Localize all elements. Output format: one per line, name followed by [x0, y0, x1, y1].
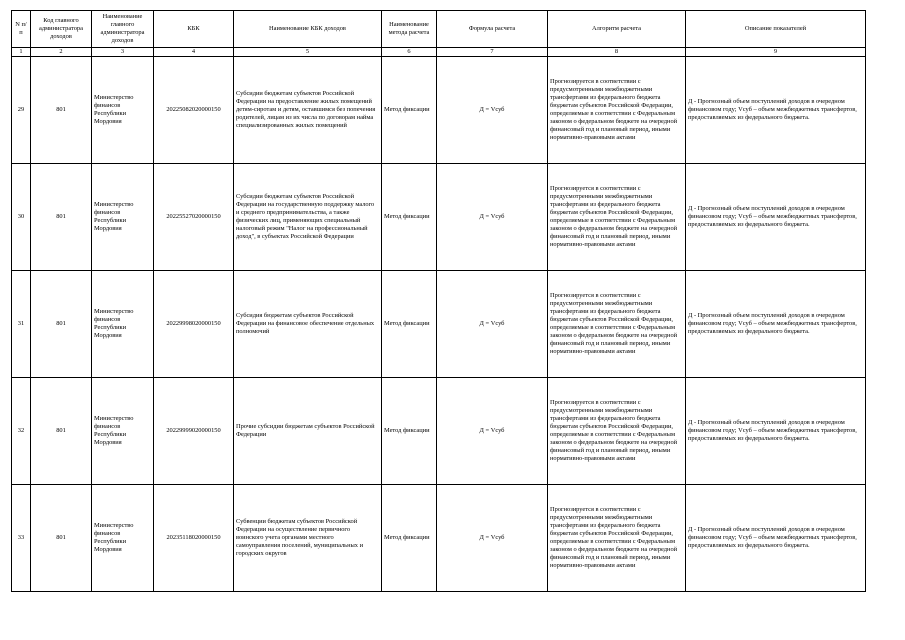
kbk-code: 20229999020000150 [154, 378, 234, 485]
header-algorithm: Алгоритм расчета [548, 11, 686, 48]
indicator-description: Д - Прогнозный объем поступлений доходов в очередном финансовом году; Vсуб – объем межбюджетных трансфертов, предоставляемых из федерального бюджета. [686, 164, 866, 271]
table-row [12, 164, 866, 271]
calc-formula: Д = Vсуб [437, 164, 548, 271]
column-number: 5 [234, 48, 382, 57]
table-row [12, 57, 866, 164]
calc-formula: Д = Vсуб [437, 57, 548, 164]
income-forecast-table-page [11, 10, 866, 592]
kbk-name: Субсидия бюджетам субъектов Российской Федерации на финансовое обеспечение отдельных полномочий [234, 271, 382, 378]
column-number: 4 [154, 48, 234, 57]
row-number: 33 [12, 485, 31, 592]
indicator-description: Д - Прогнозный объем поступлений доходов в очередном финансовом году; Vсуб – объем межбюджетных трансфертов, предоставляемых из федерального бюджета. [686, 271, 866, 378]
indicator-description: Д - Прогнозный объем поступлений доходов в очередном финансовом году; Vсуб – объем межбюджетных трансфертов, предоставляемых из федерального бюджета. [686, 57, 866, 164]
header-admin-code: Код главного администратора доходов [31, 11, 92, 48]
calc-algorithm: Прогнозируется в соответствии с предусмотренными межбюджетными трансфертами из федерального бюджета бюджетам субъектов Российской Федерации, определяемые в соответствии с Федеральным законом о федеральном бюджете на очередной финансовый год и плановый период, иными нормативно-правовыми актами [548, 57, 686, 164]
calc-algorithm: Прогнозируется в соответствии с предусмотренными межбюджетными трансфертами из федерального бюджета бюджетам субъектов Российской Федерации, определяемые в соответствии с Федеральным законом о федеральном бюджете на очередной финансовый год и плановый период, иными нормативно-правовыми актами [548, 271, 686, 378]
calc-algorithm: Прогнозируется в соответствии с предусмотренными межбюджетными трансфертами из федерального бюджета бюджетам субъектов Российской Федерации, определяемые в соответствии с Федеральным законом о федеральном бюджете на очередной финансовый год и плановый период, иными нормативно-правовыми актами [548, 164, 686, 271]
calc-formula: Д = Vсуб [437, 271, 548, 378]
kbk-code: 20225527020000150 [154, 164, 234, 271]
header-formula: Формула расчета [437, 11, 548, 48]
calc-method: Метод фиксации [382, 164, 437, 271]
header-n: N п/п [12, 11, 31, 48]
column-number: 3 [92, 48, 154, 57]
calc-algorithm: Прогнозируется в соответствии с предусмотренными межбюджетными трансфертами из федерального бюджета бюджетам субъектов Российской Федерации, определяемые в соответствии с Федеральным законом о федеральном бюджете на очередной финансовый год и плановый период, иными нормативно-правовыми актами [548, 485, 686, 592]
column-number: 7 [437, 48, 548, 57]
header-description: Описание показателей [686, 11, 866, 48]
kbk-code: 20225082020000150 [154, 57, 234, 164]
indicator-description: Д - Прогнозный объем поступлений доходов в очередном финансовом году; Vсуб – объем межбюджетных трансфертов, предоставляемых из федерального бюджета. [686, 485, 866, 592]
calc-method: Метод фиксации [382, 378, 437, 485]
header-admin-name: Наименование главного администратора доходов [92, 11, 154, 48]
admin-code: 801 [31, 57, 92, 164]
column-number: 6 [382, 48, 437, 57]
calc-method: Метод фиксации [382, 57, 437, 164]
row-number: 30 [12, 164, 31, 271]
column-number: 1 [12, 48, 31, 57]
row-number: 32 [12, 378, 31, 485]
header-row [12, 11, 866, 48]
header-kbk-name: Наименование КБК доходов [234, 11, 382, 48]
admin-name: Министерство финансов Республики Мордовия [92, 378, 154, 485]
admin-code: 801 [31, 164, 92, 271]
admin-name: Министерство финансов Республики Мордовия [92, 164, 154, 271]
row-number: 31 [12, 271, 31, 378]
table-row [12, 485, 866, 592]
calc-formula: Д = Vсуб [437, 378, 548, 485]
kbk-name: Прочие субсидии бюджетам субъектов Российской Федерации [234, 378, 382, 485]
column-number: 2 [31, 48, 92, 57]
calc-formula: Д = Vсуб [437, 485, 548, 592]
calc-method: Метод фиксации [382, 271, 437, 378]
header-kbk: КБК [154, 11, 234, 48]
admin-code: 801 [31, 485, 92, 592]
income-forecast-table [11, 10, 866, 592]
kbk-name: Субсидии бюджетам субъектов Российской Федерации на государственную поддержку малого и среднего предпринимательства, а также физических лиц, применяющих специальный налоговый режим "Налог на профессиональный доход", в субъектах Российской Федерации [234, 164, 382, 271]
indicator-description: Д - Прогнозный объем поступлений доходов в очередном финансовом году; Vсуб – объем межбюджетных трансфертов, предоставляемых из федерального бюджета. [686, 378, 866, 485]
column-number-row [12, 48, 866, 57]
kbk-code: 20235118020000150 [154, 485, 234, 592]
admin-name: Министерство финансов Республики Мордовия [92, 271, 154, 378]
table-row [12, 378, 866, 485]
kbk-name: Субвенции бюджетам субъектов Российской Федерации на осуществление первичного воинского учета органами местного самоуправления поселений, муниципальных и городских округов [234, 485, 382, 592]
admin-name: Министерство финансов Республики Мордовия [92, 485, 154, 592]
calc-method: Метод фиксации [382, 485, 437, 592]
header-method: Наименование метода расчета [382, 11, 437, 48]
column-number: 8 [548, 48, 686, 57]
kbk-name: Субсидии бюджетам субъектов Российской Федерации на предоставление жилых помещений детям-сиротам и детям, оставшимся без попечения родителей, лицам из их числа по договорам найма специализированных жилых помещений [234, 57, 382, 164]
calc-algorithm: Прогнозируется в соответствии с предусмотренными межбюджетными трансфертами из федерального бюджета бюджетам субъектов Российской Федерации, определяемые в соответствии с Федеральным законом о федеральном бюджете на очередной финансовый год и плановый период, иными нормативно-правовыми актами [548, 378, 686, 485]
admin-code: 801 [31, 271, 92, 378]
row-number: 29 [12, 57, 31, 164]
admin-code: 801 [31, 378, 92, 485]
table-row [12, 271, 866, 378]
kbk-code: 20229998020000150 [154, 271, 234, 378]
column-number: 9 [686, 48, 866, 57]
admin-name: Министерство финансов Республики Мордовия [92, 57, 154, 164]
